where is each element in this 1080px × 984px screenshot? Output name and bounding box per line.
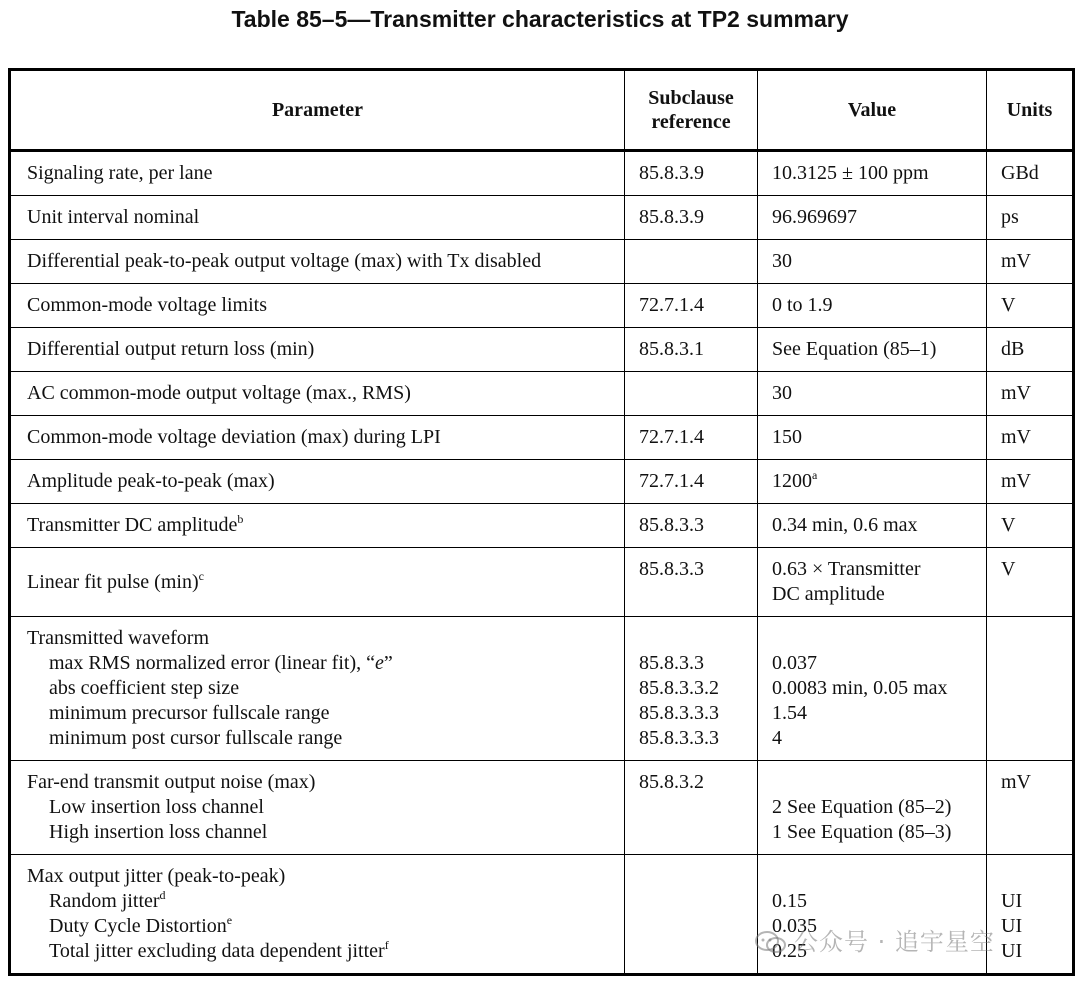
table-row [10,372,1074,416]
watermark-text: 公众号 · 追宇星空 [794,928,995,956]
units-cell: dB [987,328,1074,372]
table-row [10,240,1074,284]
table-row-noise [10,761,1074,855]
footnote-marker: d [159,888,166,902]
units-cell: mV [987,416,1074,460]
param-cell [10,617,625,761]
ref-cell: 85.8.3.3 [625,504,758,548]
table-title: Table 85–5—Transmitter characteristics at TP2 summary [231,6,849,32]
param-cell: Differential peak-to-peak output voltage (max) with Tx disabled [10,240,625,284]
ref-cell [625,240,758,284]
value-text: 1200 [772,470,812,492]
value-line: 4 [772,727,782,749]
table-row [10,460,1074,504]
table-row [10,504,1074,548]
ref-cell: 85.8.3.9 [625,196,758,240]
ref-cell: 85.8.3.2 [625,761,758,855]
ref-cell: 72.7.1.4 [625,284,758,328]
ref-cell: 85.8.3.9 [625,151,758,196]
value-line: 0.037 [772,652,817,674]
waveform-item [27,651,610,676]
noise-heading: Far-end transmit output noise (max) [27,771,316,793]
units-cell [987,617,1074,761]
param-cell: Signaling rate, per lane [10,151,625,196]
ref-cell [625,372,758,416]
units-cell: V [987,548,1074,617]
footnote-marker: b [237,512,244,526]
units-cell: mV [987,761,1074,855]
table-row [10,151,1074,196]
wechat-icon [754,930,788,954]
jitter-item [27,889,610,914]
ref-cell: 72.7.1.4 [625,416,758,460]
value-line: 1.54 [772,702,807,724]
param-cell: AC common-mode output voltage (max., RMS) [10,372,625,416]
footnote-marker: e [226,913,233,927]
units-cell: GBd [987,151,1074,196]
ref-cell [625,617,758,761]
value-line: 0.15 [772,890,807,912]
table-row [10,284,1074,328]
value-line: 2 See Equation (85–2) [772,796,952,818]
waveform-item: minimum post cursor fullscale range [49,727,343,749]
watermark [754,922,995,957]
footnote-marker: c [198,568,204,583]
table-row [10,416,1074,460]
value-cell [758,548,987,617]
label-part: ” [383,652,393,674]
units-cell: mV [987,372,1074,416]
value-cell: 30 [758,240,987,284]
waveform-item: minimum precursor fullscale range [49,702,330,724]
footnote-marker: f [384,938,389,952]
table-row [10,328,1074,372]
transmitter-characteristics-table [8,68,1075,976]
value-line: 1 See Equation (85–3) [772,821,952,843]
param-cell: Common-mode voltage deviation (max) during LPI [10,416,625,460]
noise-item: High insertion loss channel [49,821,268,843]
param-cell: Common-mode voltage limits [10,284,625,328]
param-cell [10,761,625,855]
header-value: Value [758,70,987,151]
value-line: 0.63 × Transmitter [772,558,921,580]
header-parameter: Parameter [10,70,625,151]
header-subclause-line1: Subclause [648,87,734,109]
param-text: Linear fit pulse (min) [27,570,199,593]
ref-cell: 85.8.3.3 [625,548,758,617]
ref-line: 85.8.3.3 [639,652,704,674]
value-cell: 30 [758,372,987,416]
jitter-item [27,914,610,939]
param-text: Transmitter DC amplitude [27,514,238,536]
table-row-waveform [10,617,1074,761]
units-line: UI [1001,890,1023,912]
param-cell [10,855,625,975]
ref-cell: 85.8.3.1 [625,328,758,372]
waveform-item: abs coefficient step size [49,677,240,699]
param-cell [10,504,625,548]
label-italic: e [375,652,384,674]
label-part: max RMS normalized error (linear fit), “ [49,652,375,674]
jitter-item [27,939,610,964]
units-cell: ps [987,196,1074,240]
ref-cell [625,855,758,975]
label-text: Total jitter excluding data dependent jitter [49,940,385,962]
units-cell: mV [987,460,1074,504]
param-cell [10,548,625,617]
value-cell: 0 to 1.9 [758,284,987,328]
waveform-heading: Transmitted waveform [27,627,210,649]
ref-line: 85.8.3.3.3 [639,727,719,749]
param-cell: Amplitude peak-to-peak (max) [10,460,625,504]
header-subclause-line2: reference [651,111,731,133]
units-line: UI [1001,915,1023,937]
footnote-marker: a [812,468,818,482]
table-row [10,196,1074,240]
param-cell: Differential output return loss (min) [10,328,625,372]
header-subclause [625,70,758,151]
label-text: Random jitter [49,890,160,912]
ref-cell: 72.7.1.4 [625,460,758,504]
units-cell [987,855,1074,975]
ref-line: 85.8.3.3.3 [639,702,719,724]
value-cell [758,460,987,504]
value-cell: 10.3125 ± 100 ppm [758,151,987,196]
value-cell: 96.969697 [758,196,987,240]
jitter-heading: Max output jitter (peak-to-peak) [27,865,286,887]
param-cell: Unit interval nominal [10,196,625,240]
label-text: Duty Cycle Distortion [49,915,227,937]
value-line: 0.035 [772,915,817,937]
value-cell [758,617,987,761]
value-line: DC amplitude [772,583,885,605]
units-cell: mV [987,240,1074,284]
header-row [10,70,1074,151]
value-cell: 150 [758,416,987,460]
units-line: UI [1001,940,1023,962]
ref-line: 85.8.3.3.2 [639,677,719,699]
value-cell [758,761,987,855]
noise-item: Low insertion loss channel [49,796,264,818]
table-row [10,548,1074,617]
units-cell: V [987,284,1074,328]
value-line: 0.25 [772,940,807,962]
value-cell: See Equation (85–1) [758,328,987,372]
value-cell: 0.34 min, 0.6 max [758,504,987,548]
value-line: 0.0083 min, 0.05 max [772,677,948,699]
units-cell: V [987,504,1074,548]
header-units: Units [987,70,1074,151]
